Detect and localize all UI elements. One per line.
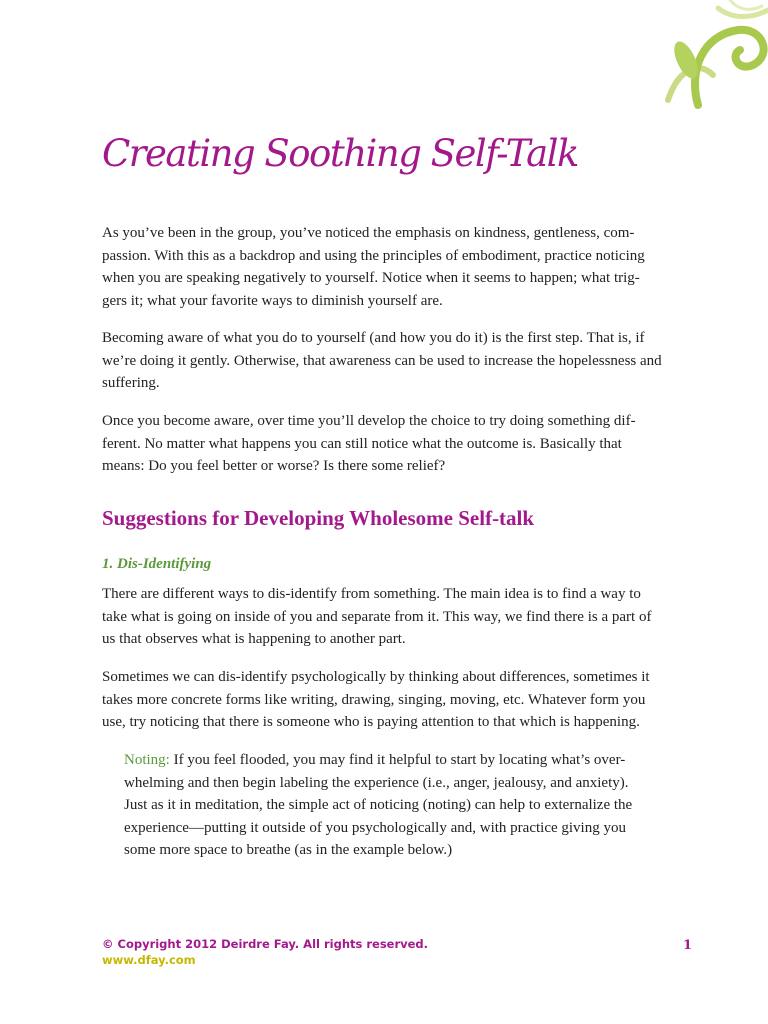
page-number: 1 — [682, 938, 692, 953]
note-label: Noting: — [124, 752, 170, 768]
green-swirl-icon — [658, 0, 768, 110]
noting-note — [124, 749, 644, 862]
section-heading: Suggestions for Developing Wholesome Self-talk — [102, 506, 535, 530]
page-footer — [102, 936, 692, 968]
website-link[interactable]: www.dfay.com — [102, 953, 196, 967]
section-paragraph-2: Sometimes we can dis-identify psychologically by thinking about differences, sometimes it takes more concrete forms like writing, drawing, singing, moving, etc. Whatever form you use, try noticing that there is someone who is paying attention to that which is happening. — [102, 669, 650, 731]
intro-paragraph-3: Once you become aware, over time you’ll develop the choice to try doing something dif-ferent. No matter what happens you can still notice what the outcome is. Basically that means: Do you feel better or worse? Is there some relief? — [102, 413, 636, 475]
note-text: If you feel flooded, you may find it helpful to start by locating what’s over-whelming and then begin labeling the experience (i.e., anger, jealousy, and anxiety). Just as it in meditation, the simple act of noticing (noting) can help to externalize the experience—putting it outside of you psychologically and, with practice giving you some more space to breathe (as in the example below.) — [124, 752, 633, 859]
section-paragraph-1: There are different ways to dis-identify from something. The main idea is to find a way to take what is going on inside of you and separate from it. This way, we find there is a part of us that observes what is happening to another part. — [102, 586, 652, 648]
copyright-text: © Copyright 2012 Deirdre Fay. All rights reserved. — [102, 937, 429, 951]
intro-paragraph-2: Becoming aware of what you do to yourself (and how you do it) is the first step. That is, if we’re doing it gently. Otherwise, that awareness can be used to increase the hopelessness and suffering. — [102, 330, 662, 392]
intro-paragraph-1: As you’ve been in the group, you’ve noticed the emphasis on kindness, gentleness, com-passion. With this as a backdrop and using the principles of embodiment, practice noticing when you are speaking negatively to yourself. Notice when it seems to happen; what trig-gers it; what your favorite ways to diminish yourself are. — [102, 225, 645, 309]
subsection-heading: 1. Dis-Identifying — [102, 556, 212, 572]
page-title: Creating Soothing Self-Talk — [102, 132, 578, 175]
